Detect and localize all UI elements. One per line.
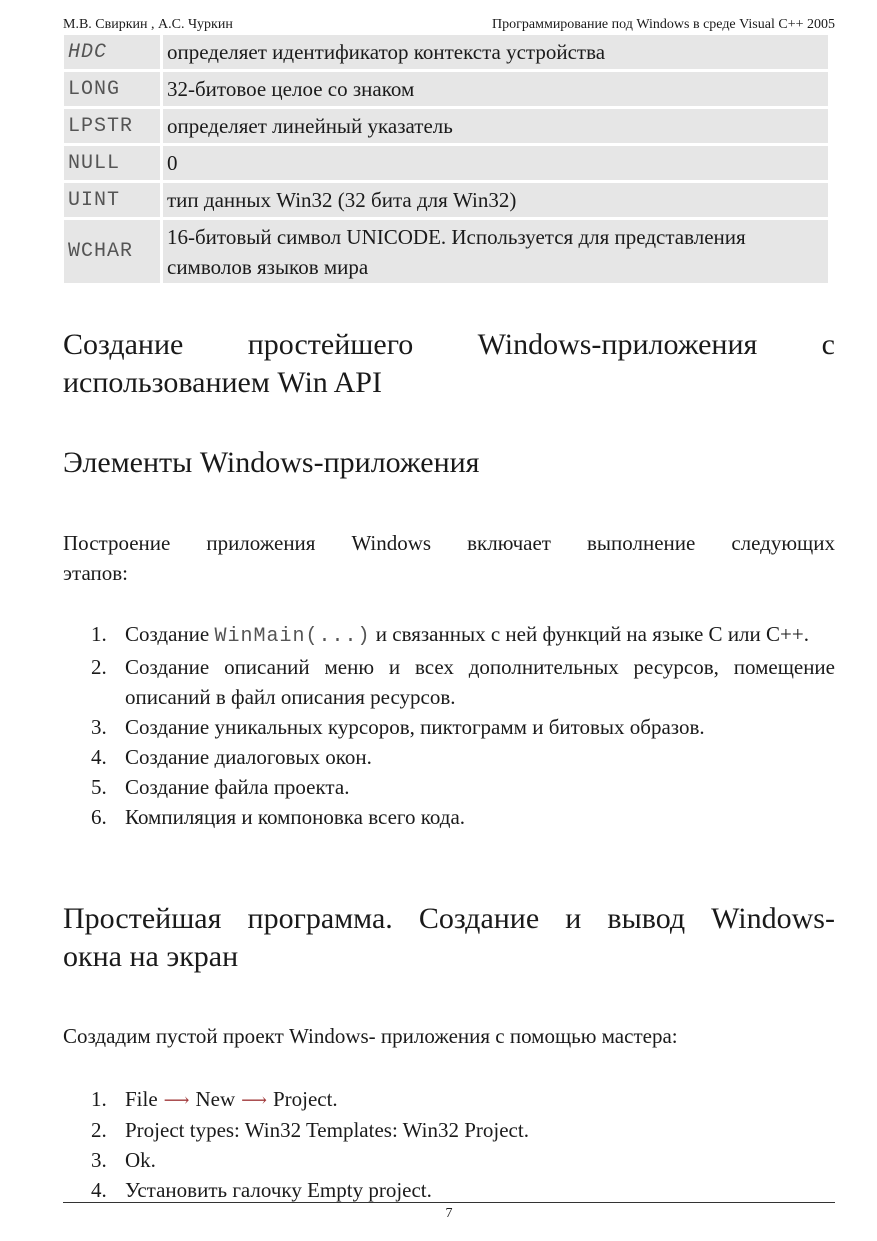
desc-cell: определяет идентификатор контекста устройства <box>163 35 828 69</box>
type-cell: WCHAR <box>64 220 160 283</box>
table-row <box>64 146 828 180</box>
table-row <box>64 220 828 283</box>
footer-divider <box>63 1202 835 1203</box>
wizard-steps-list <box>63 1084 835 1205</box>
data-types-table <box>61 32 831 286</box>
section-title-create-app: Создание простейшего Windows-приложения с использованием Win API <box>63 328 835 399</box>
wizard-intro: Создадим пустой проект Windows- приложения с помощью мастера: <box>63 1024 678 1048</box>
list-item: 1. File ⟶ New ⟶ Project. <box>91 1087 338 1111</box>
section-title-simplest-program: Простейшая программа. Создание и вывод Windows- окна на экран <box>63 902 835 973</box>
desc-cell: 0 <box>163 146 828 180</box>
table-row <box>64 183 828 217</box>
list-item: 4. Создание диалоговых окон. <box>91 745 372 769</box>
list-item: 6. Компиляция и компоновка всего кода. <box>91 805 466 829</box>
type-cell: LPSTR <box>64 109 160 143</box>
desc-cell: определяет линейный указатель <box>163 109 828 143</box>
table-row <box>64 35 828 69</box>
table-row <box>64 109 828 143</box>
section-title-elements: Элементы Windows-приложения <box>63 446 480 479</box>
desc-cell: тип данных Win32 (32 бита для Win32) <box>163 183 828 217</box>
list-item: 1. Создание WinMain(...) и связанных с ней функций на языке C или C++. <box>91 622 809 648</box>
type-cell: HDC <box>64 35 160 69</box>
list-item: 2. Создание описаний меню и всех дополнительных ресурсов, помещение описаний в файл описания ресурсов. <box>91 655 835 709</box>
type-cell: LONG <box>64 72 160 106</box>
build-steps-list <box>63 619 835 832</box>
header-book-title: Программирование под Windows в среде Visual C++ 2005 <box>492 17 835 32</box>
list-item: 4. Установить галочку Empty project. <box>91 1178 432 1202</box>
type-cell: UINT <box>64 183 160 217</box>
header-authors: М.В. Свиркин , А.С. Чуркин <box>63 17 233 32</box>
arrow-right-icon: ⟶ <box>163 1090 190 1110</box>
table-row <box>64 72 828 106</box>
desc-cell: 32-битовое целое со знаком <box>163 72 828 106</box>
intro-paragraph: Построение приложения Windows включает выполнение следующих этапов: <box>63 531 835 585</box>
list-item: 5. Создание файла проекта. <box>91 775 350 799</box>
list-item: 3. Ok. <box>91 1148 156 1172</box>
list-item: 2. Project types: Win32 Templates: Win32 Project. <box>91 1118 529 1142</box>
list-item: 3. Создание уникальных курсоров, пиктограмм и битовых образов. <box>91 715 705 739</box>
type-cell: NULL <box>64 146 160 180</box>
page-number: 7 <box>445 1206 453 1221</box>
code-winmain: WinMain(...) <box>214 625 371 648</box>
desc-cell: 16-битовый символ UNICODE. Используется для представления символов языков мира <box>163 220 828 283</box>
arrow-right-icon: ⟶ <box>241 1090 267 1110</box>
